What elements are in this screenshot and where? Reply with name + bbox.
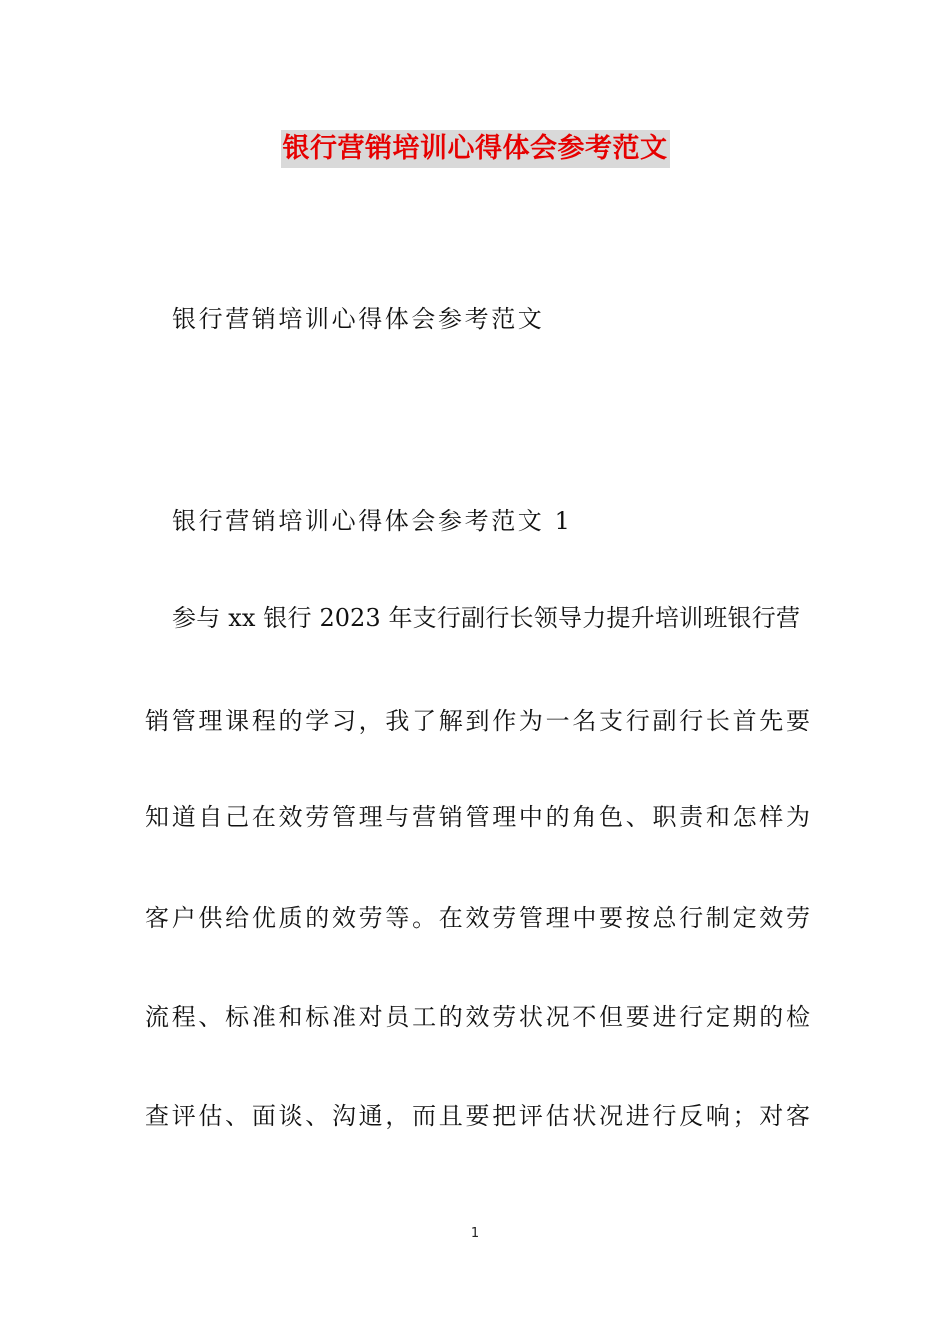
page-number: 1	[470, 1226, 480, 1241]
paragraph-line: 知道自己在效劳管理与营销管理中的角色、职责和怎样为	[145, 803, 810, 831]
paragraph-line: 查评估、面谈、沟通，而且要把评估状况进行反响；对客	[145, 1102, 810, 1130]
document-title: 银行营销培训心得体会参考范文	[281, 130, 670, 168]
paragraph-line: 客户供给优质的效劳等。在效劳管理中要按总行制定效劳	[145, 904, 810, 932]
subtitle: 银行营销培训心得体会参考范文	[172, 305, 545, 333]
section-heading: 银行营销培训心得体会参考范文 1	[172, 507, 573, 535]
paragraph-line: 流程、标准和标准对员工的效劳状况不但要进行定期的检	[145, 1003, 810, 1031]
paragraph-line: 参与 xx 银行 2023 年支行副行长领导力提升培训班银行营	[172, 604, 800, 632]
paragraph-line: 销管理课程的学习，我了解到作为一名支行副行长首先要	[145, 707, 810, 735]
title-container	[0, 130, 950, 168]
